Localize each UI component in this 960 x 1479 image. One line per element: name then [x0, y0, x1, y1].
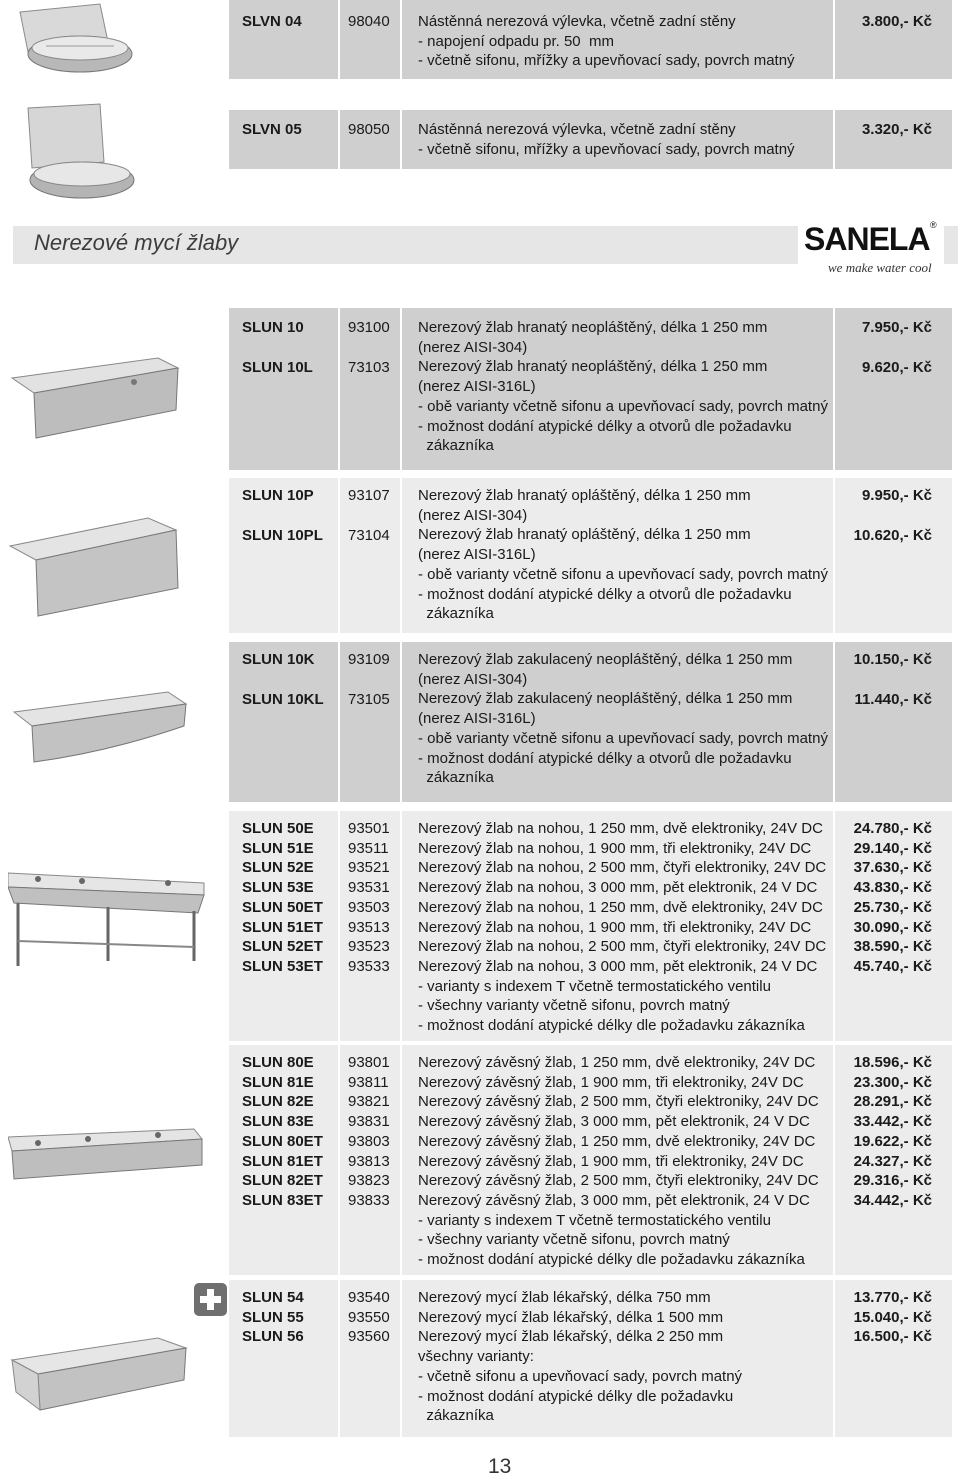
product-description: [402, 110, 833, 169]
product-code: SLUN 81ET: [242, 1152, 323, 1170]
product-description: [402, 0, 833, 79]
product-code: SLUN 54: [242, 1289, 304, 1306]
product-price: 29.316,- Kč: [853, 1172, 932, 1190]
product-code: SLUN 80E: [242, 1054, 314, 1071]
product-price: 19.622,- Kč: [853, 1132, 932, 1150]
product-code: [242, 506, 338, 526]
product-number: 93503: [348, 898, 390, 916]
product-code: SLUN 10KL: [242, 690, 324, 708]
product-price: 30.090,- Kč: [853, 918, 932, 936]
product-code: [242, 670, 338, 690]
product-code: SLVN 05: [242, 121, 302, 138]
description-text: Nástěnná nerezová výlevka, včetně zadní stěny - napojení odpadu pr. 50 mm - včetně sifonu, mřížky a upevňovací sady, povrch matný: [418, 13, 795, 70]
product-description: [402, 308, 833, 470]
product-price: 43.830,- Kč: [853, 879, 932, 897]
product-price: 23.300,- Kč: [853, 1073, 932, 1091]
product-number: 73103: [348, 358, 390, 376]
product-price: 3.320,- Kč: [861, 121, 932, 138]
product-description: [402, 1045, 833, 1275]
product-row: [0, 1045, 960, 1275]
product-price: 9.950,- Kč: [861, 487, 932, 504]
product-code: SLUN 80ET: [242, 1132, 323, 1150]
product-number: 93511: [348, 839, 389, 857]
product-price: 10.620,- Kč: [853, 526, 932, 544]
product-price: 18.596,- Kč: [853, 1054, 932, 1071]
product-number: 93821: [348, 1093, 390, 1111]
product-price: 28.291,- Kč: [853, 1093, 932, 1111]
product-code: SLUN 81E: [242, 1073, 314, 1091]
product-codes: [229, 308, 338, 470]
product-description: [402, 1280, 833, 1437]
product-codes: [229, 811, 338, 1041]
product-row: [0, 478, 960, 633]
description-text: Nerezový mycí žlab lékařský, délka 750 mm Nerezový mycí žlab lékařský, délka 1 500 mm Nerezový mycí žlab lékařský, délka 2 250 mm všechny varianty: - včetně sifonu a upevňovací sady, povrch matný - možnost dodání atypické délky dle požadavku zákazníka: [418, 1289, 743, 1425]
product-price: [835, 670, 932, 690]
description-text: Nerezový žlab zakulacený neopláštěný, délka 1 250 mm (nerez AISI-304) Nerezový žlab zakulacený neopláštěný, délka 1 250 mm (nerez AISI-316L) - obě varianty včetně sifonu a upevňovací sady, povrch matný - možnost dodání atypické délky a otvorů dle požadavku zákazníka: [418, 651, 828, 787]
product-numbers: [340, 308, 400, 470]
product-description: [402, 478, 833, 633]
product-price: 37.630,- Kč: [853, 859, 932, 877]
product-code: SLUN 52E: [242, 859, 314, 877]
wall-trough-image: [8, 1125, 220, 1205]
product-number: 93521: [348, 859, 390, 877]
product-price: 16.500,- Kč: [853, 1328, 932, 1346]
wall-sink-image: [8, 2, 220, 77]
product-code: SLUN 83E: [242, 1113, 314, 1131]
product-number: 98040: [348, 13, 390, 30]
product-number: 93107: [348, 487, 390, 504]
product-number: 73104: [348, 526, 390, 544]
product-code: SLVN 04: [242, 13, 302, 30]
product-code: SLUN 50ET: [242, 898, 323, 916]
product-numbers: [340, 478, 400, 633]
description-text: Nerezový žlab na nohou, 1 250 mm, dvě elektroniky, 24V DC Nerezový žlab na nohou, 1 900 mm, tři elektroniky, 24V DC Nerezový žlab na nohou, 2 500 mm, čtyři elektroniky, 24V DC Nerezový žlab na nohou, 3 000 mm, pět elektronik, 24 V DC Nerezový žlab na nohou, 1 250 mm, dvě elektroniky, 24V DC Nerezový žlab na nohou, 1 900 mm, tři elektroniky, 24V DC Nerezový žlab na nohou, 2 500 mm, čtyři elektroniky, 24V DC Nerezový žlab na nohou, 3 000 mm, pět elektronik, 24 V DC - varianty s indexem T včetně termostatického ventilu - všechny varianty včetně sifonu, povrch matný - možnost dodání atypické délky dle požadavku zákazníka: [418, 820, 827, 1035]
product-number: 93811: [348, 1073, 389, 1091]
product-code: SLUN 53E: [242, 879, 314, 897]
product-number: 93513: [348, 918, 390, 936]
product-prices: [835, 308, 952, 470]
product-code: SLUN 50E: [242, 820, 314, 837]
product-number: [348, 338, 400, 358]
product-number: 93531: [348, 879, 390, 897]
product-code: SLUN 10: [242, 319, 304, 336]
product-code: SLUN 56: [242, 1328, 304, 1346]
product-prices: [835, 478, 952, 633]
product-code: SLUN 83ET: [242, 1191, 323, 1209]
product-code: SLUN 55: [242, 1308, 304, 1326]
trough-image: [8, 498, 220, 618]
trough-image: [8, 338, 220, 448]
product-price: 3.800,- Kč: [861, 13, 932, 30]
product-number: 93831: [348, 1113, 390, 1131]
product-price: 24.780,- Kč: [853, 820, 932, 837]
product-price: 34.442,- Kč: [853, 1191, 932, 1209]
product-price: [835, 338, 932, 358]
section-title: Nerezové mycí žlaby: [34, 230, 239, 255]
product-code: SLUN 53ET: [242, 957, 323, 975]
product-number: [348, 670, 400, 690]
product-prices: [835, 642, 952, 802]
product-number: 93109: [348, 651, 390, 668]
product-numbers: [340, 811, 400, 1041]
product-price: 15.040,- Kč: [853, 1308, 932, 1326]
product-price: 25.730,- Kč: [853, 898, 932, 916]
wall-sink-image: [8, 102, 220, 207]
product-number: 93550: [348, 1308, 390, 1326]
product-price: 24.327,- Kč: [853, 1152, 932, 1170]
product-price: 7.950,- Kč: [861, 319, 932, 336]
product-price: [835, 506, 932, 526]
product-number: 73105: [348, 690, 390, 708]
product-number: 93540: [348, 1289, 390, 1306]
product-price: 10.150,- Kč: [853, 651, 932, 668]
product-numbers: [340, 1280, 400, 1437]
product-number: 93801: [348, 1054, 390, 1071]
product-row: [0, 811, 960, 1041]
product-number: [348, 506, 400, 526]
product-prices: [835, 1280, 952, 1437]
description-text: Nerezový závěsný žlab, 1 250 mm, dvě elektroniky, 24V DC Nerezový závěsný žlab, 1 900 mm, tři elektroniky, 24V DC Nerezový závěsný žlab, 2 500 mm, čtyři elektroniky, 24V DC Nerezový závěsný žlab, 3 000 mm, pět elektronik, 24 V DC Nerezový závěsný žlab, 1 250 mm, dvě elektroniky, 24V DC Nerezový závěsný žlab, 1 900 mm, tři elektroniky, 24V DC Nerezový závěsný žlab, 2 500 mm, čtyři elektroniky, 24V DC Nerezový závěsný žlab, 3 000 mm, pět elektronik, 24 V DC - varianty s indexem T včetně termostatického ventilu - všechny varianty včetně sifonu, povrch matný - možnost dodání atypické délky dle požadavku zákazníka: [418, 1054, 819, 1269]
logo-text: SANELA: [804, 221, 930, 257]
product-number: 93533: [348, 957, 390, 975]
logo-slogan: we make water cool: [828, 260, 932, 275]
logo-registered-mark: ®: [930, 220, 937, 230]
product-number: 93833: [348, 1191, 390, 1209]
product-row: [0, 642, 960, 802]
product-row: [0, 308, 960, 470]
product-number: 98050: [348, 121, 390, 138]
product-description: [402, 811, 833, 1041]
medical-trough-image: [8, 1330, 220, 1420]
product-codes: [229, 0, 338, 79]
brand-logo: [798, 216, 944, 280]
product-price: 13.770,- Kč: [853, 1289, 932, 1306]
product-prices: [835, 811, 952, 1041]
product-price: 45.740,- Kč: [853, 957, 932, 975]
trough-on-legs-image: [8, 861, 220, 971]
product-numbers: [340, 1045, 400, 1275]
product-row: [0, 1280, 960, 1437]
product-codes: [229, 110, 338, 169]
product-number: 93823: [348, 1172, 390, 1190]
product-code: SLUN 52ET: [242, 938, 323, 956]
product-price: 29.140,- Kč: [853, 839, 932, 857]
product-code: [242, 338, 338, 358]
trough-image: [8, 682, 220, 772]
product-prices: [835, 110, 952, 169]
product-code: SLUN 82E: [242, 1093, 314, 1111]
product-code: SLUN 51E: [242, 839, 314, 857]
product-code: SLUN 51ET: [242, 918, 323, 936]
product-numbers: [340, 0, 400, 79]
product-code: SLUN 10PL: [242, 526, 323, 544]
description-text: Nerezový žlab hranatý neopláštěný, délka 1 250 mm (nerez AISI-304) Nerezový žlab hranatý neopláštěný, délka 1 250 mm (nerez AISI-316L) - obě varianty včetně sifonu a upevňovací sady, povrch matný - možnost dodání atypické délky a otvorů dle požadavku zákazníka: [418, 319, 828, 455]
page-number: 13: [488, 1455, 512, 1478]
product-row: [0, 0, 960, 79]
product-prices: [835, 0, 952, 79]
product-number: 93100: [348, 319, 390, 336]
product-number: 93560: [348, 1328, 390, 1346]
product-code: SLUN 82ET: [242, 1172, 323, 1190]
product-number: 93523: [348, 938, 390, 956]
product-prices: [835, 1045, 952, 1275]
description-text: Nástěnná nerezová výlevka, včetně zadní stěny - včetně sifonu, mřížky a upevňovací sady, povrch matný: [418, 121, 795, 158]
product-codes: [229, 1280, 338, 1437]
product-row: [0, 110, 960, 169]
product-number: 93813: [348, 1152, 390, 1170]
product-code: SLUN 10K: [242, 651, 315, 668]
product-codes: [229, 642, 338, 802]
product-code: SLUN 10L: [242, 358, 313, 376]
description-text: Nerezový žlab hranatý opláštěný, délka 1 250 mm (nerez AISI-304) Nerezový žlab hranatý opláštěný, délka 1 250 mm (nerez AISI-316L) - obě varianty včetně sifonu a upevňovací sady, povrch matný - možnost dodání atypické délky a otvorů dle požadavku zákazníka: [418, 487, 828, 623]
product-price: 33.442,- Kč: [853, 1113, 932, 1131]
product-price: 11.440,- Kč: [854, 690, 932, 708]
product-price: 38.590,- Kč: [853, 938, 932, 956]
product-code: SLUN 10P: [242, 487, 314, 504]
product-numbers: [340, 110, 400, 169]
product-codes: [229, 478, 338, 633]
product-price: 9.620,- Kč: [861, 358, 932, 376]
product-numbers: [340, 642, 400, 802]
product-description: [402, 642, 833, 802]
product-number: 93501: [348, 820, 390, 837]
product-number: 93803: [348, 1132, 390, 1150]
product-codes: [229, 1045, 338, 1275]
